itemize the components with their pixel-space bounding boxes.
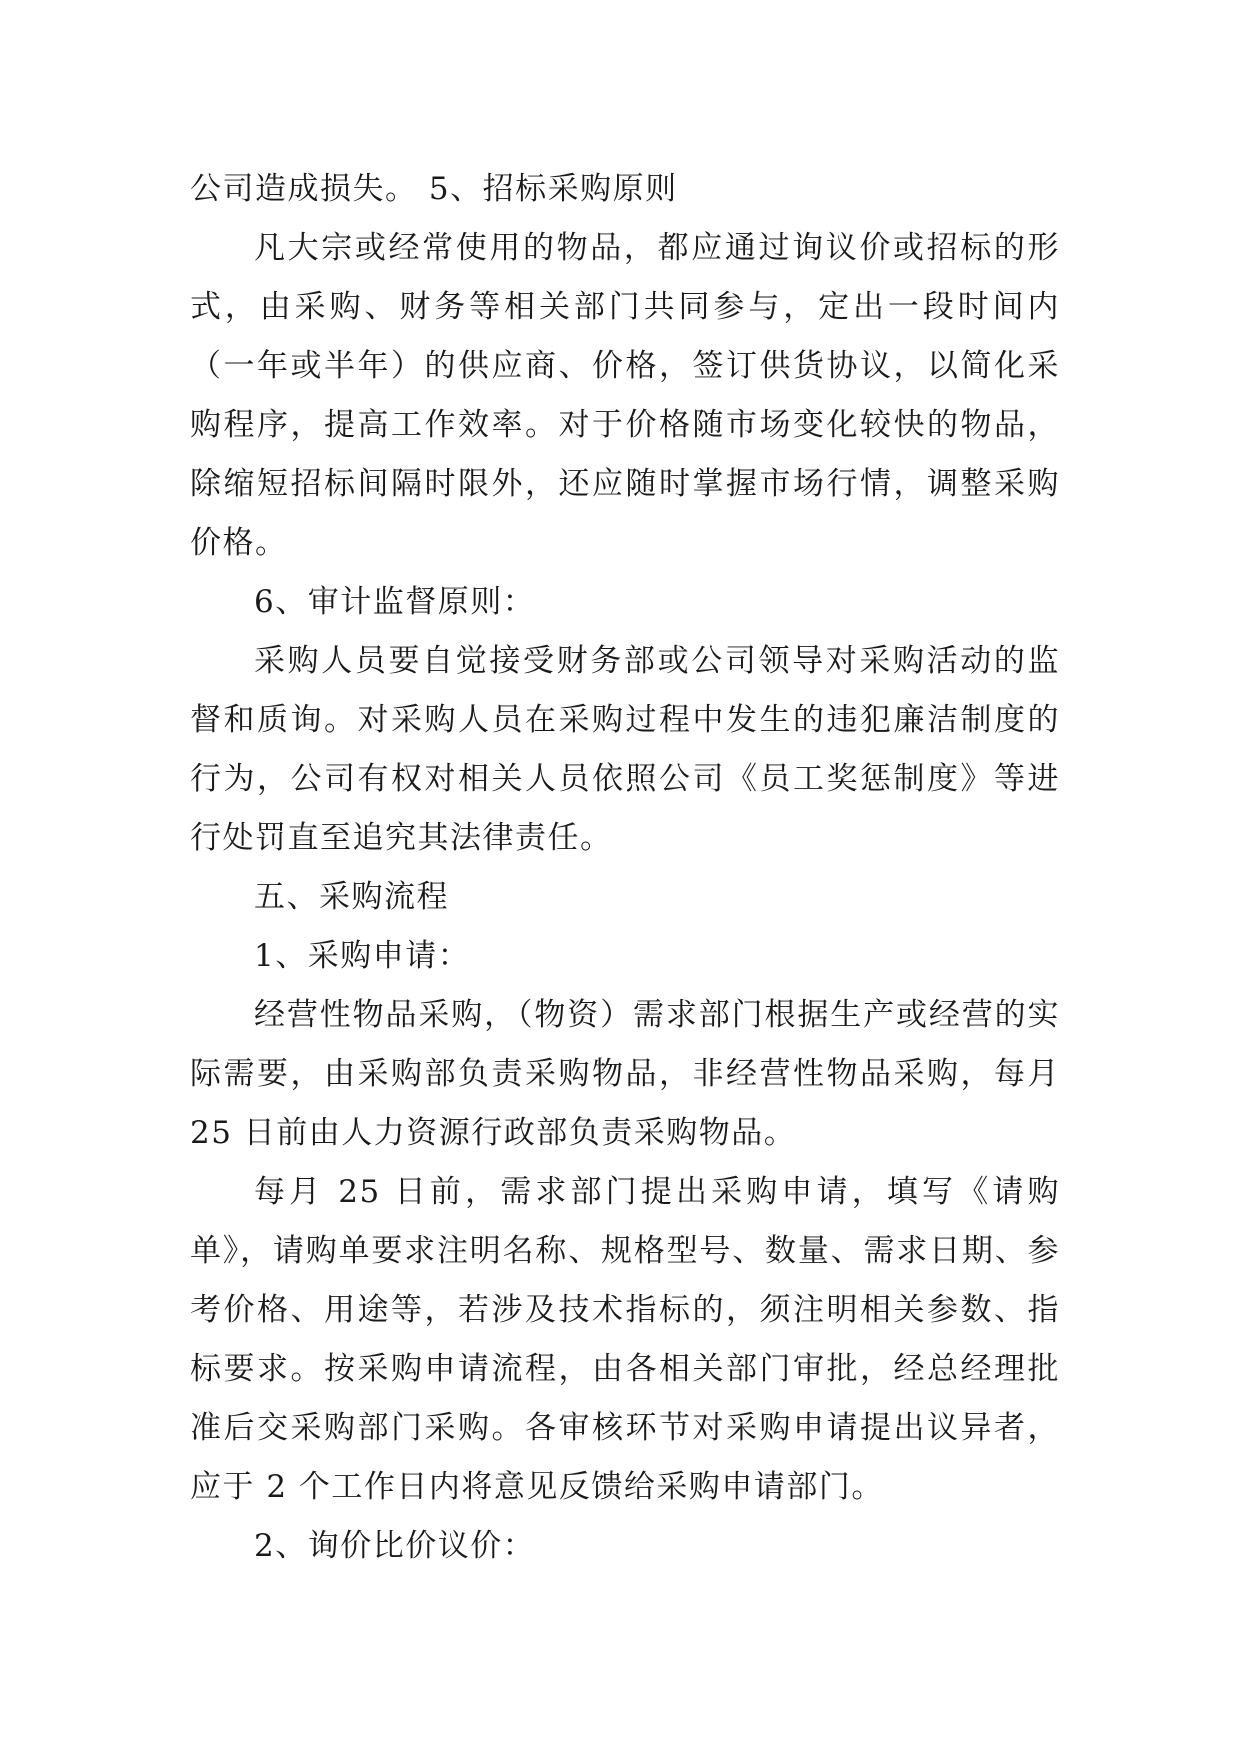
document-body <box>190 160 1060 1576</box>
paragraph-2: 凡大宗或经常使用的物品，都应通过询议价或招标的形式，由采购、财务等相关部门共同参与，定出一段时间内（一年或半年）的供应商、价格，签订供货协议，以简化采购程序，提高工作效率。对于价格随市场变化较快的物品，除缩短招标间隔时限外，还应随时掌握市场行情，调整采购价格。 <box>190 230 1060 561</box>
paragraph-7: 经营性物品采购，（物资）需求部门根据生产或经营的实际需要，由采购部负责采购物品，非经营性物品采购，每月 25 日前由人力资源行政部负责采购物品。 <box>190 997 1060 1151</box>
paragraph-6: 1、采购申请： <box>254 938 471 974</box>
paragraph-4: 采购人员要自觉接受财务部或公司领导对采购活动的监督和质询。对采购人员在采购过程中发生的违犯廉洁制度的行为，公司有权对相关人员依照公司《员工奖惩制度》等进行处罚直至追究其法律责任。 <box>190 643 1060 856</box>
paragraph-3: 6、审计监督原则： <box>254 584 536 620</box>
paragraph-5: 五、采购流程 <box>254 879 449 915</box>
paragraph-8: 每月 25 日前，需求部门提出采购申请，填写《请购单》，请购单要求注明名称、规格型号、数量、需求日期、参考价格、用途等，若涉及技术指标的，须注明相关参数、指标要求。按采购申请流程，由各相关部门审批，经总经理批准后交采购部门采购。各审核环节对采购申请提出议异者，应于 2 个工作日内将意见反馈给采购申请部门。 <box>190 1174 1060 1505</box>
paragraph-1: 公司造成损失。 5、招标采购原则 <box>190 171 678 207</box>
paragraph-9: 2、询价比价议价： <box>254 1528 536 1564</box>
